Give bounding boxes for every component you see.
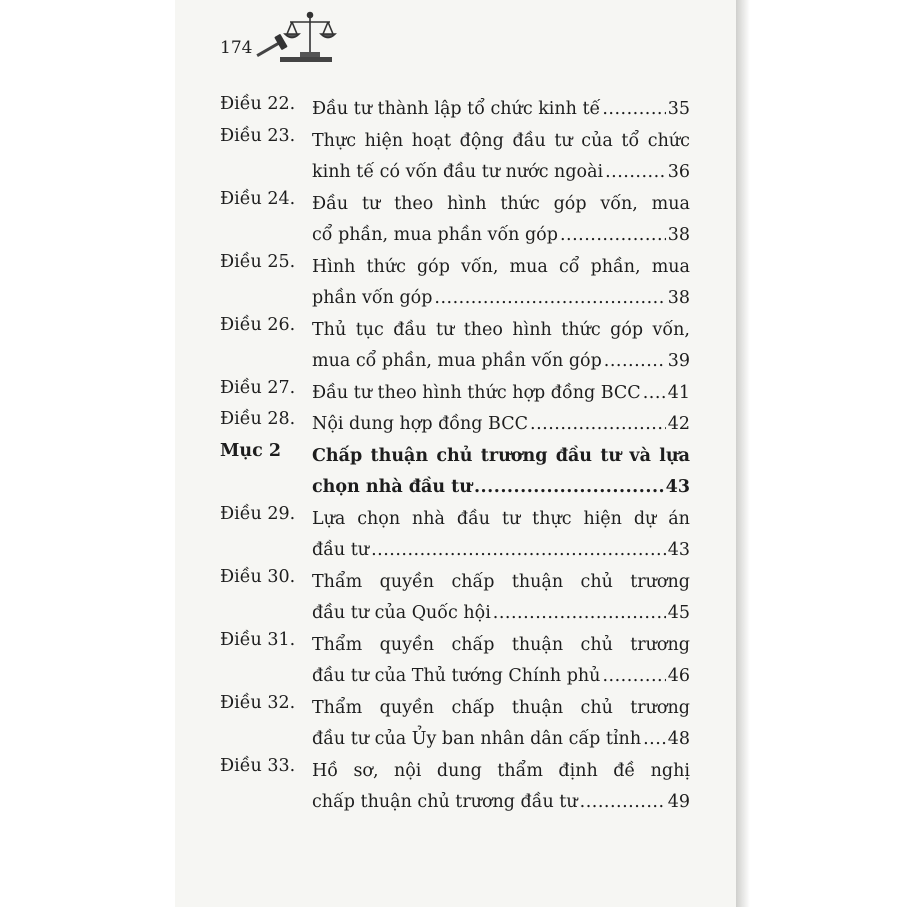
dot-leader	[580, 787, 666, 819]
toc-entry-page: 43	[665, 477, 690, 497]
toc-entry-label: Điều 26.	[220, 314, 296, 335]
toc-entry	[220, 756, 690, 819]
page-edge-shadow	[736, 0, 750, 907]
toc-entry-title: phần vốn góp	[312, 288, 433, 308]
toc-entry-label: Điều 25.	[220, 251, 296, 272]
toc-entry-label: Điều 28.	[220, 409, 296, 429]
toc-entry-page: 43	[667, 540, 690, 560]
toc-entry-title: Nội dung hợp đồng BCC	[312, 414, 528, 434]
toc-entry	[220, 693, 690, 756]
toc-entry	[220, 409, 690, 441]
dot-leader	[434, 283, 665, 315]
toc-entry-title: Lựa chọn nhà đầu tư thực hiện dự án	[312, 508, 690, 529]
toc-entry-title: chấp thuận chủ trương đầu tư	[312, 792, 578, 812]
toc-entry	[220, 630, 690, 693]
dot-leader	[605, 157, 666, 189]
table-of-contents	[220, 94, 690, 819]
toc-entry-label: Điều 22.	[220, 94, 296, 114]
toc-entry-title: Thẩm quyền chấp thuận chủ trương	[312, 697, 690, 718]
dot-leader	[602, 94, 665, 126]
toc-entry-title: Đầu tư theo hình thức góp vốn, mua	[312, 193, 690, 214]
toc-entry-label: Điều 31.	[220, 629, 296, 650]
toc-entry-page: 41	[667, 382, 690, 403]
dot-leader	[643, 724, 666, 756]
toc-entry-page: 35	[667, 99, 690, 119]
toc-entry-page: 45	[667, 603, 690, 623]
toc-entry	[220, 94, 690, 126]
toc-entry	[220, 189, 690, 252]
toc-entry-title: Thủ tục đầu tư theo hình thức góp vốn,	[312, 319, 690, 340]
dot-leader	[604, 346, 666, 378]
toc-entry-page: 38	[667, 288, 690, 308]
toc-entry-title: Thực hiện hoạt động đầu tư của tổ chức	[312, 130, 690, 151]
dot-leader	[560, 220, 666, 252]
toc-entry-page: 36	[667, 162, 690, 182]
toc-entry-title: Đầu tư thành lập tổ chức kinh tế	[312, 99, 601, 119]
toc-entry	[220, 252, 690, 315]
toc-entry-title: Chấp thuận chủ trương đầu tư và lựa	[312, 445, 690, 466]
toc-entry-title: Thẩm quyền chấp thuận chủ trương	[312, 571, 690, 592]
toc-entry-title: mua cổ phần, mua phần vốn góp	[312, 351, 602, 371]
dot-leader	[530, 409, 666, 441]
toc-entry-title: kinh tế có vốn đầu tư nước ngoài	[312, 162, 604, 182]
toc-entry-title: Đầu tư theo hình thức hợp đồng BCC	[312, 382, 641, 403]
toc-entry-title: đầu tư của Thủ tướng Chính phủ	[312, 666, 601, 686]
toc-entry-label: Điều 24.	[220, 188, 296, 209]
toc-entry-label: Điều 32.	[220, 692, 296, 713]
scales-of-justice-icon	[254, 10, 346, 64]
toc-entry-label: Mục 2	[220, 440, 282, 461]
toc-entry-label: Điều 33.	[220, 755, 296, 776]
toc-entry-title: Hồ sơ, nội dung thẩm định đề nghị	[312, 760, 690, 781]
toc-entry-title: đầu tư	[312, 540, 370, 560]
page-number: 174	[220, 38, 253, 58]
toc-entry-label: Điều 23.	[220, 125, 296, 146]
toc-entry-page: 46	[667, 666, 690, 686]
toc-entry-page: 42	[667, 414, 690, 434]
toc-entry-label: Điều 30.	[220, 566, 296, 587]
toc-entry	[220, 567, 690, 630]
toc-entry	[220, 378, 690, 410]
toc-entry-label: Điều 27.	[220, 377, 296, 398]
toc-entry	[220, 504, 690, 567]
toc-entry	[220, 126, 690, 189]
dot-leader	[643, 378, 666, 410]
toc-entry-page: 39	[667, 351, 690, 371]
toc-entry-page: 38	[667, 225, 690, 245]
dot-leader	[493, 598, 666, 630]
toc-section	[220, 441, 690, 504]
toc-entry-title: đầu tư của Ủy ban nhân dân cấp tỉnh	[312, 729, 642, 749]
toc-entry-title: cổ phần, mua phần vốn góp	[312, 225, 558, 245]
toc-entry-page: 49	[667, 792, 690, 812]
toc-entry-title: đầu tư của Quốc hội	[312, 603, 491, 623]
toc-entry-title: Thẩm quyền chấp thuận chủ trương	[312, 634, 690, 655]
dot-leader	[602, 661, 665, 693]
dot-leader	[371, 535, 666, 567]
toc-entry-title: chọn nhà đầu tư	[312, 477, 472, 497]
dot-leader	[474, 472, 664, 504]
toc-entry-page: 48	[667, 729, 690, 749]
toc-entry-title: Hình thức góp vốn, mua cổ phần, mua	[312, 256, 690, 277]
toc-entry-label: Điều 29.	[220, 503, 296, 524]
toc-entry	[220, 315, 690, 378]
